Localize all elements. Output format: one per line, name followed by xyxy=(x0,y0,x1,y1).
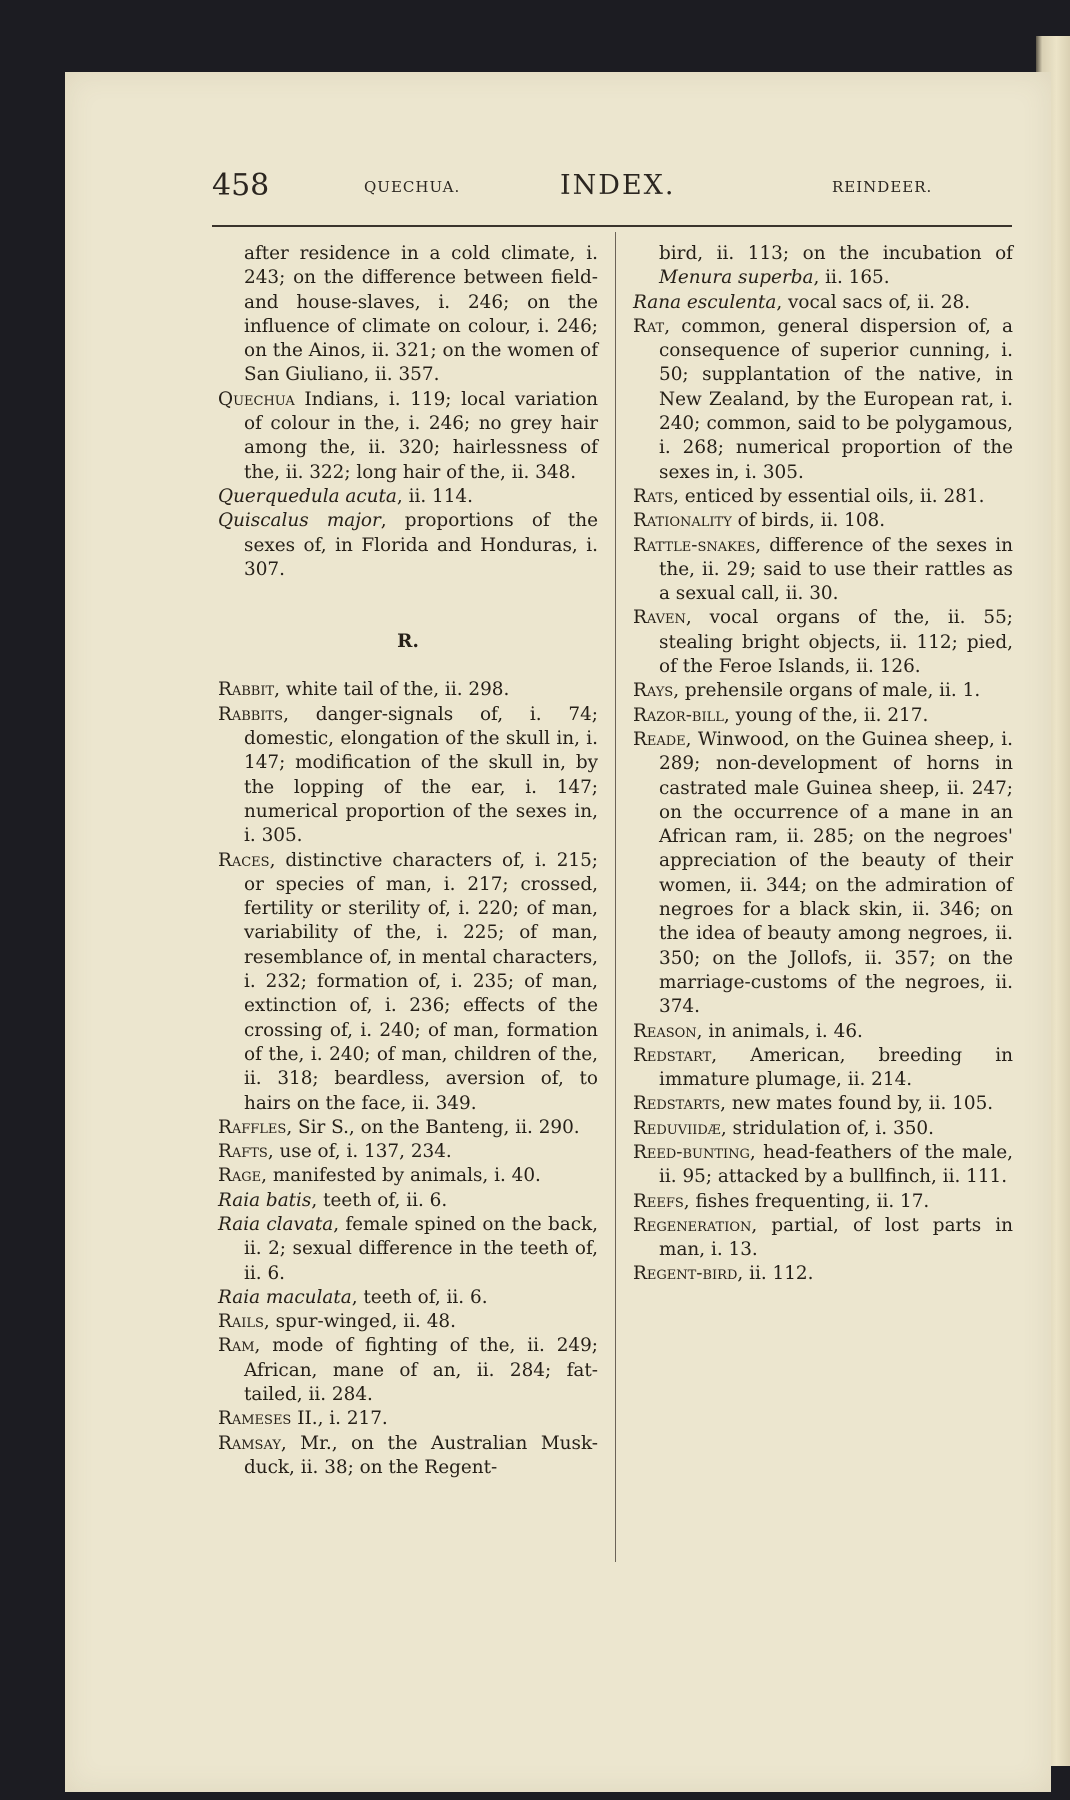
entry-text: , teeth of, ii. 6. xyxy=(351,1286,488,1308)
index-entry xyxy=(633,1044,1013,1093)
column-divider xyxy=(615,232,616,1562)
running-header xyxy=(212,168,1002,208)
entry-text: Indians, i. 119; local variation of colour in the, i. 246; no grey hair among the, ii. 320; hairlessness of the, ii. 322; long hair of the, ii. 348. xyxy=(244,388,598,483)
index-entry xyxy=(218,1310,598,1334)
entry-text: , use of, i. 137, 234. xyxy=(267,1141,452,1163)
entry-text: II., i. 217. xyxy=(291,1408,388,1430)
entry-text: , stridulation of, i. 350. xyxy=(720,1117,934,1139)
entry-head: Raven xyxy=(633,607,686,629)
entry-head: Races xyxy=(218,849,270,871)
entry-text: , Sir S., on the Banteng, ii. 290. xyxy=(286,1116,580,1138)
index-entry xyxy=(633,1214,1013,1263)
index-entry xyxy=(633,509,1013,533)
entry-text: , ii. 112. xyxy=(737,1263,814,1285)
entry-head: Rabbit xyxy=(218,679,275,701)
entry-head: Reefs xyxy=(633,1190,684,1212)
index-entry-querquedula xyxy=(218,485,598,509)
index-entry xyxy=(633,704,1013,728)
entry-text: , vocal organs of the, ii. 55; stealing bright objects, ii. 112; pied, of the Feroe Islands, ii. 126. xyxy=(659,607,1013,678)
entry-text: , American, breeding in immature plumage, ii. 214. xyxy=(659,1044,1013,1091)
entry-text: , in animals, i. 46. xyxy=(696,1020,863,1042)
entry-head: Regent-bird xyxy=(633,1263,738,1285)
entry-text: , difference of the sexes in the, ii. 29; said to use their rattles as a sexual call, ii. 30. xyxy=(659,534,1013,605)
entry-text: , manifested by animals, i. 40. xyxy=(261,1165,541,1187)
entry-head: Raffles xyxy=(218,1116,287,1138)
index-entry xyxy=(633,679,1013,703)
entry-head: Rage xyxy=(218,1165,262,1187)
index-entry xyxy=(633,1262,1013,1286)
entry-head: Ram xyxy=(218,1335,255,1357)
entry-text: , ii. 165. xyxy=(813,267,890,289)
entry-text: , Winwood, on the Guinea sheep, i. 289; non-development of horns in castrated male Guinea sheep, ii. 247; on the occurrence of a mane in an African ram, ii. 285; on the negroes' appreciation of the beauty of their women, ii. 344; on the admiration of negroes for a black skin, ii. 346; on the idea of beauty among negroes, ii. 350; on the Jollofs, ii. 357; on the marriage-customs of the negroes, ii. 374. xyxy=(659,728,1013,1018)
entry-head: Redstart xyxy=(633,1044,712,1066)
index-entry xyxy=(218,1407,598,1431)
entry-head: Ramsay xyxy=(218,1432,281,1454)
index-entry xyxy=(633,291,1013,315)
entry-head: Raia maculata xyxy=(218,1286,352,1308)
index-entry xyxy=(633,315,1013,485)
entry-head: Quiscalus major xyxy=(218,510,381,532)
entry-text: , enticed by essential oils, ii. 281. xyxy=(673,485,985,507)
continuation-entry: after residence in a cold climate, i. 243; on the difference between field- and house-slaves, i. 246; on the influence of climate on colour, i. 246; on the Ainos, ii. 321; on the women of San Giuliano, ii. 357. xyxy=(244,243,598,386)
index-entry xyxy=(633,1190,1013,1214)
page-number: 458 xyxy=(212,168,270,203)
entry-head: Redstarts xyxy=(633,1093,721,1115)
entry-text: , fishes frequenting, ii. 17. xyxy=(683,1190,930,1212)
header-rule xyxy=(212,225,1012,227)
entry-text: of birds, ii. 108. xyxy=(731,510,886,532)
entry-head: Rattle-snakes xyxy=(633,534,756,556)
entry-text: , partial, of lost parts in man, i. 13. xyxy=(659,1214,1013,1261)
entry-text: , vocal sacs of, ii. 28. xyxy=(776,291,971,313)
entry-text: , female spined on the back, ii. 2; sexual difference in the teeth of, ii. 6. xyxy=(244,1213,598,1284)
index-entry xyxy=(218,1432,598,1481)
section-letter: R. xyxy=(397,631,419,653)
index-entry xyxy=(218,1116,598,1140)
index-entry-quechua xyxy=(218,388,598,485)
entry-head: Razor-bill xyxy=(633,704,724,726)
entry-head: Regeneration xyxy=(633,1214,752,1236)
entry-text: , new mates found by, ii. 105. xyxy=(720,1093,994,1115)
index-entry xyxy=(633,1141,1013,1190)
index-entry xyxy=(218,1334,598,1407)
entry-head: Reed-bunting xyxy=(633,1141,750,1163)
entry-head: Rameses xyxy=(218,1408,292,1430)
index-entry xyxy=(218,1189,598,1213)
entry-head: Rafts xyxy=(218,1141,268,1163)
entry-head: Rationality xyxy=(633,510,732,532)
entry-head: Querquedula acuta xyxy=(218,485,397,507)
entry-head: Rabbits xyxy=(218,703,284,725)
index-entry xyxy=(633,1020,1013,1044)
entry-head: Rails xyxy=(218,1311,264,1333)
entry-head: Reason xyxy=(633,1020,697,1042)
index-entry xyxy=(633,485,1013,509)
entry-head: Rats xyxy=(633,485,674,507)
index-entry xyxy=(218,1164,598,1188)
index-entry xyxy=(218,678,598,702)
entry-text: , prehensile organs of male, ii. 1. xyxy=(673,680,981,702)
entry-text: , teeth of, ii. 6. xyxy=(311,1189,448,1211)
right-column xyxy=(633,242,1013,1287)
running-head-right: REINDEER. xyxy=(832,178,933,196)
entry-head: Rana esculenta xyxy=(633,291,777,313)
running-head-left: QUECHUA. xyxy=(364,178,461,196)
entry-text: , distinctive characters of, i. 215; or species of man, i. 217; crossed, fertility or sterility of, i. 220; of man, variability of the, i. 225; of man, resemblance of, in mental characters, i. 232; formation of, i. 235; of man, extinction of, i. 236; effects of the crossing of, i. 240; of man, formation of the, i. 240; of man, children of the, ii. 318; beardless, aversion of, to hairs on the face, ii. 349. xyxy=(244,849,598,1114)
entry-species: Menura superba xyxy=(659,267,814,289)
index-entry xyxy=(218,703,598,849)
entry-text: , white tail of the, ii. 298. xyxy=(274,679,510,701)
entry-head: Rat xyxy=(633,315,665,337)
index-entry xyxy=(633,534,1013,607)
left-column xyxy=(218,242,598,1480)
entry-head: Raia batis xyxy=(218,1189,312,1211)
index-entry xyxy=(218,1140,598,1164)
entry-text: , common, general dispersion of, a consequence of superior cunning, i. 50; supplantation of the native, in New Zealand, by the European rat, i. 240; common, said to be polygamous, i. 268; numerical proportion of the sexes in, i. 305. xyxy=(659,315,1013,483)
entry-text: , spur-winged, ii. 48. xyxy=(263,1311,456,1333)
entry-text: , danger-signals of, i. 74; domestic, elongation of the skull in, i. 147; modification of the skull in, by the lopping of the ear, i. 147; numerical proportion of the sexes in, i. 305. xyxy=(244,703,598,847)
entry-head: Raia clavata xyxy=(218,1213,334,1235)
entry-head: Quechua xyxy=(218,388,295,410)
entry-text: , ii. 114. xyxy=(396,485,473,507)
entry-text: , proportions of the sexes of, in Florida and Honduras, i. 307. xyxy=(244,510,599,580)
index-entry xyxy=(633,1092,1013,1116)
index-entry xyxy=(218,1213,598,1286)
entry-text: , head-feathers of the male, ii. 95; attacked by a bullfinch, ii. 111. xyxy=(659,1141,1013,1188)
index-entry xyxy=(633,1117,1013,1141)
index-entry xyxy=(218,849,598,1116)
continuation-entry xyxy=(633,242,1013,291)
entry-head: Reade xyxy=(633,728,686,750)
page-title: INDEX. xyxy=(560,170,676,201)
entry-head: Rays xyxy=(633,680,674,702)
entry-text: , young of the, ii. 217. xyxy=(723,704,929,726)
entry-text: , Mr., on the Australian Musk-duck, ii. 38; on the Regent- xyxy=(244,1432,598,1478)
index-entry xyxy=(218,1286,598,1310)
entry-head: Reduviidæ xyxy=(633,1117,721,1139)
index-entry xyxy=(633,728,1013,1020)
index-entry-quiscalus xyxy=(218,509,598,582)
entry-text: , mode of fighting of the, ii. 249; African, mane of an, ii. 284; fat-tailed, ii. 284. xyxy=(244,1335,598,1406)
index-entry xyxy=(633,606,1013,679)
entry-text: bird, ii. 113; on the incubation of xyxy=(659,243,1013,264)
